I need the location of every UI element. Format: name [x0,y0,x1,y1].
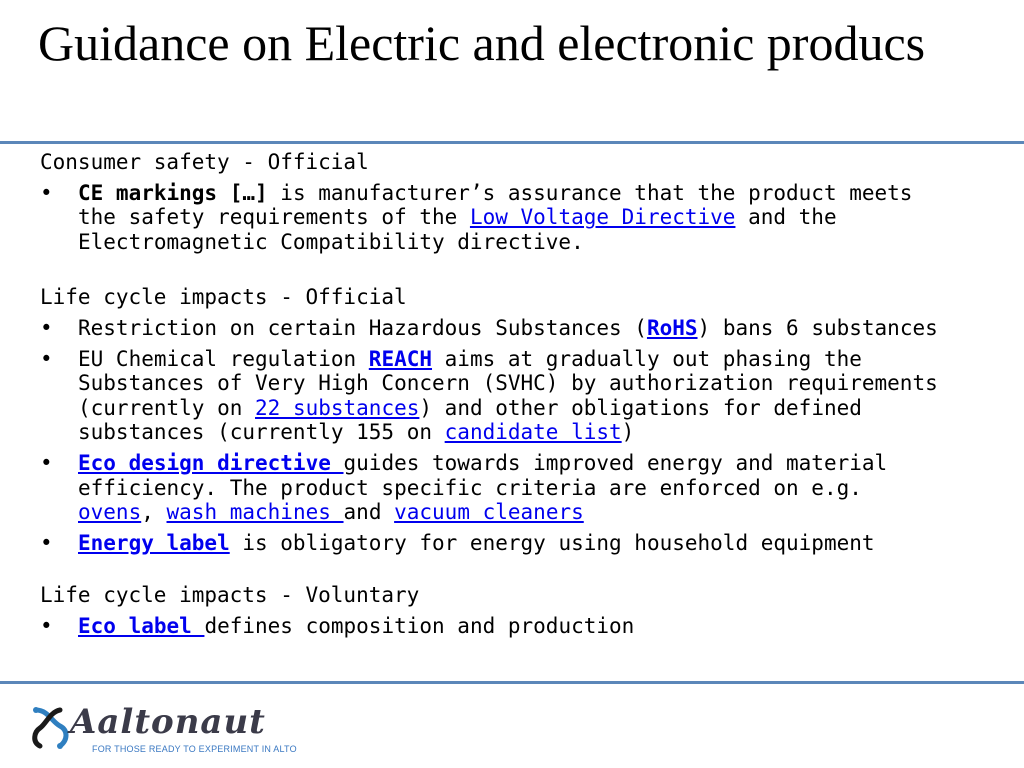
bullet-text: , [141,500,167,525]
section-consumer-safety [40,150,940,254]
reference-link[interactable]: Eco label [78,613,205,638]
section-heading: Consumer safety - Official [40,150,369,174]
aaltonaut-knot-logo-icon [30,704,70,752]
section-life-cycle-voluntary [40,583,940,638]
bullet-item [40,451,940,525]
bullet-text: and the Electromagnetic Compatibility directive. [78,205,837,254]
title-divider [0,141,1024,144]
slide-title: Guidance on Electric and electronic producs [38,15,926,71]
reference-link[interactable]: Low Voltage Directive [469,205,736,230]
bullet-text: ) and other obligations for defined substances (currently 155 on [78,395,862,445]
bullet-text: and [343,500,395,525]
bullet-text: is manufacturer’s assurance that the product meets the safety requirements of the [78,180,913,230]
bullet-list [40,181,940,255]
bullet-text: EU Chemical regulation [78,346,369,371]
bullet-dot-icon: • [40,180,53,205]
reference-link[interactable]: Eco design directive [78,450,344,475]
bullet-dot-icon: • [40,450,53,475]
bullet-text: ) bans 6 substances [697,315,938,340]
reference-link[interactable]: ovens [78,500,142,525]
bullet-dot-icon: • [40,315,53,340]
bullet-text: is obligatory for energy using household equipment [229,530,875,555]
bullet-item [40,614,940,639]
reference-link[interactable]: RoHS [646,315,698,340]
section-heading: Life cycle impacts - Voluntary [40,583,420,608]
reference-link[interactable]: 22 substances [255,395,420,420]
bullet-item [40,316,940,341]
bullet-list [40,316,940,555]
reference-link[interactable]: Energy label [78,530,230,555]
reference-link[interactable]: vacuum cleaners [394,500,584,525]
logo-wordmark: Aaltonaut [70,702,266,742]
bullet-term: CE markings […] [78,180,268,205]
section-heading: Life cycle impacts - Official [40,285,407,310]
slide-content [40,150,940,645]
bullet-text: ) [621,420,635,445]
bullet-dot-icon: • [40,613,53,638]
bullet-dot-icon: • [40,346,53,371]
bullet-text: Restriction on certain Hazardous Substances ( [78,315,647,340]
bullet-text: defines composition and production [204,613,635,638]
logo-tagline: FOR THOSE READY TO EXPERIMENT IN ALTO [92,744,297,754]
aaltonaut-logo [30,704,330,764]
bullet-list [40,614,940,639]
bullet-text: aims at gradually out phasing the Substances of Very High Concern (SVHC) by authorization requirements (currently on [78,346,938,420]
bullet-item [40,347,940,445]
reference-link[interactable]: REACH [368,346,433,371]
reference-link[interactable]: candidate list [444,420,622,445]
reference-link[interactable]: wash machines [166,500,344,525]
section-life-cycle-official [40,285,940,555]
bullet-dot-icon: • [40,530,53,555]
bullet-item [40,181,940,255]
footer-divider [0,681,1024,684]
bullet-item [40,531,940,556]
bullet-text: guides towards improved energy and material efficiency. The product specific criteria are enforced on e.g. [78,450,888,500]
